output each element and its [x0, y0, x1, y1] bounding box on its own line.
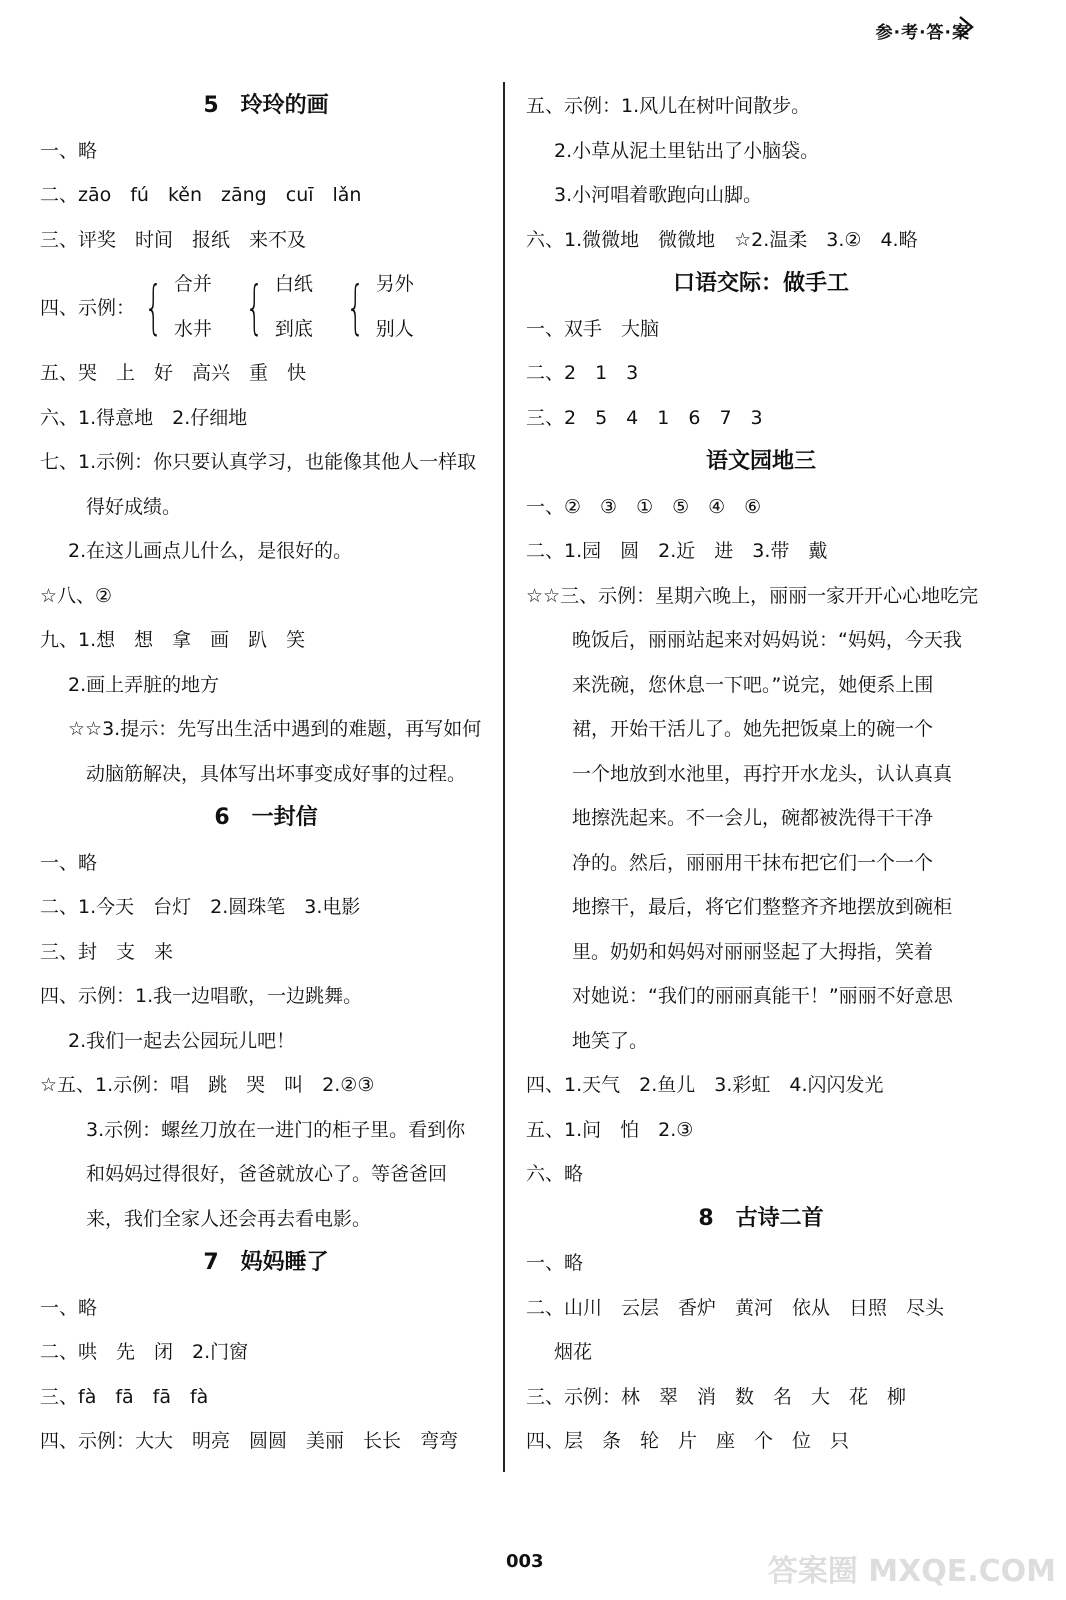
answer-row: 四、层 条 轮 片 座 个 位 只 [526, 1430, 850, 1452]
answer-row: 五、1.问 怕 2.③ [526, 1118, 694, 1141]
oral-communication-heading: 口语交际：做手工 [672, 271, 849, 296]
lesson-8-heading: 8 古诗二首 [698, 1205, 824, 1231]
page-number: 003 [506, 1551, 544, 1572]
essay-line: 对她说：“我们的丽丽真能干！”丽丽不好意思 [572, 985, 953, 1007]
brace-icon: { [346, 272, 365, 341]
pair-word: 水井 [173, 317, 212, 340]
answer-row: 四、示例：1.我一边唱歌，一边跳舞。 [40, 985, 363, 1007]
answer-row: 三、评奖 时间 报纸 来不及 [40, 228, 307, 251]
answer-row: 一、略 [526, 1252, 584, 1274]
answer-row: 得好成绩。 [86, 495, 182, 518]
answer-row: 一、略 [40, 139, 98, 162]
answer-row: 一、略 [40, 851, 98, 874]
answer-row: 三、2 5 4 1 6 7 3 [526, 406, 763, 429]
answer-row: 四、示例：大大 明亮 圆圆 美丽 长长 弯弯 [40, 1430, 459, 1452]
left-column [40, 84, 492, 1464]
brace-pair [236, 262, 313, 351]
answer-row: 七、1.示例：你只要认真学习，也能像其他人一样取 [40, 451, 477, 473]
answer-row: 烟花 [554, 1341, 593, 1363]
answer-row: ☆八、② [40, 584, 113, 607]
column-divider [503, 82, 505, 1472]
answer-row: 2.我们一起去公园玩儿吧！ [68, 1029, 296, 1052]
answer-row: 二、哄 先 闭 2.门窗 [40, 1341, 249, 1363]
answer-row: ☆五、1.示例：唱 跳 哭 叫 2.②③ [40, 1074, 375, 1096]
right-column [526, 84, 996, 1464]
answer-row: 动脑筋解决，具体写出坏事变成好事的过程。 [86, 762, 467, 785]
lesson-5-heading: 5 玲玲的画 [203, 93, 329, 118]
answer-row: 3.示例：螺丝刀放在一进门的柜子里。看到你 [86, 1118, 466, 1141]
answer-row: 2.在这儿画点儿什么，是很好的。 [68, 540, 353, 562]
answer-row: 三、fà fā fā fà [40, 1385, 209, 1408]
pair-word: 白纸 [274, 273, 313, 295]
page-header: 参·考·答·案 [875, 23, 970, 43]
pair-word: 另外 [375, 273, 414, 295]
essay-line: 裙，开始干活儿了。她先把饭桌上的碗一个 [572, 718, 934, 740]
answer-row: 二、zāo fú kěn zāng cuī lǎn [40, 184, 362, 206]
answer-row: 二、1.今天 台灯 2.圆珠笔 3.电影 [40, 896, 361, 918]
answer-row: 六、1.微微地 微微地 ☆2.温柔 3.② 4.略 [526, 228, 918, 251]
answer-row: ☆☆3.提示：先写出生活中遇到的难题，再写如何 [68, 718, 482, 740]
pair-word: 别人 [375, 317, 414, 340]
brace-icon: { [245, 272, 264, 341]
answer-row: 六、略 [526, 1163, 584, 1185]
answer-row: 五、哭 上 好 高兴 重 快 [40, 362, 307, 384]
lesson-7-heading: 7 妈妈睡了 [203, 1250, 329, 1275]
chinese-garden-heading: 语文园地三 [705, 449, 816, 474]
pair-word: 到底 [274, 317, 313, 340]
answer-row: 五、示例：1.风儿在树叶间散步。 [526, 95, 811, 117]
essay-line: ☆☆三、示例：星期六晚上，丽丽一家开开心心地吃完 [526, 584, 979, 607]
essay-line: 来洗碗，您休息一下吧。”说完，她便系上围 [572, 673, 934, 696]
essay-line: 地笑了。 [572, 1029, 649, 1052]
answer-row: 一、② ③ ① ⑤ ④ ⑥ [526, 495, 762, 518]
lesson-6-heading: 6 一封信 [214, 805, 318, 830]
brace-icon: { [144, 272, 163, 341]
essay-line: 净的。然后，丽丽用干抹布把它们一个一个 [572, 851, 934, 874]
answer-row: 3.小河唱着歌跑向山脚。 [554, 184, 763, 206]
answer-row: 六、1.得意地 2.仔细地 [40, 406, 248, 429]
essay-line: 晚饭后，丽丽站起来对妈妈说：“妈妈，今天我 [572, 629, 962, 651]
answer-row: 来，我们全家人还会再去看电影。 [86, 1207, 372, 1230]
answer-row: 九、1.想 想 拿 画 趴 笑 [40, 629, 306, 651]
word-pair-group [40, 262, 492, 351]
answer-row: 三、示例：林 翠 消 数 名 大 花 柳 [526, 1385, 907, 1408]
answer-row: 四、1.天气 2.鱼儿 3.彩虹 4.闪闪发光 [526, 1074, 884, 1096]
answer-row: 一、略 [40, 1296, 98, 1319]
answer-row: 一、双手 大脑 [526, 317, 660, 340]
essay-line: 一个地放到水池里，再拧开水龙头，认认真真 [572, 762, 953, 785]
answer-row: 二、2 1 3 [526, 362, 639, 384]
answer-row: 二、山川 云层 香炉 黄河 依从 日照 尽头 [526, 1296, 945, 1319]
answer-row: 三、封 支 来 [40, 940, 174, 963]
answer-row: 二、1.园 圆 2.近 进 3.带 戴 [526, 540, 828, 562]
answer-row: 2.小草从泥土里钻出了小脑袋。 [554, 139, 820, 162]
essay-line: 地擦干，最后，将它们整整齐齐地摆放到碗柜 [572, 896, 953, 918]
essay-line: 里。奶奶和妈妈对丽丽竖起了大拇指，笑着 [572, 940, 934, 963]
answer-row: 2.画上弄脏的地方 [68, 673, 220, 696]
pair-word: 合并 [173, 273, 212, 295]
essay-line: 地擦洗起来。不一会儿，碗都被洗得干干净 [572, 807, 934, 829]
brace-pair [337, 262, 414, 351]
brace-pair [135, 262, 212, 351]
chevron-right-icon [952, 14, 978, 40]
watermark-logo: 答案圈 MXQE.COM [767, 1554, 1056, 1589]
answer-row: 和妈妈过得很好，爸爸就放心了。等爸爸回 [86, 1163, 448, 1185]
answer-label: 四、示例： [40, 297, 136, 319]
